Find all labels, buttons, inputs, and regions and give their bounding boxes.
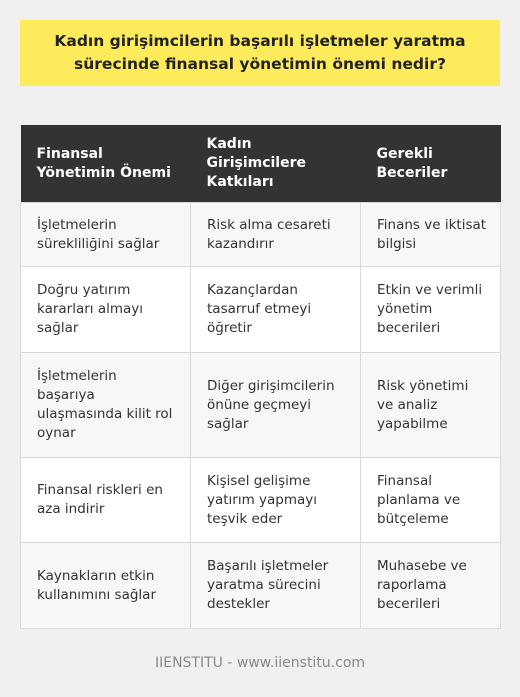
table-row — [21, 267, 501, 353]
table-cell: İşletmelerin başarıya ulaşmasında kilit rol oynar — [21, 353, 191, 458]
table-cell: İşletmelerin sürekliliğini sağlar — [21, 203, 191, 267]
page-title: Kadın girişimcilerin başarılı işletmeler yaratma sürecinde finansal yönetimin önemi nedir? — [54, 32, 466, 73]
column-header: Kadın Girişimcilere Katkıları — [191, 125, 361, 203]
column-header: Finansal Yönetimin Önemi — [21, 125, 191, 203]
table-cell: Başarılı işletmeler yaratma sürecini destekler — [191, 543, 361, 629]
table-cell: Risk alma cesareti kazandırır — [191, 203, 361, 267]
table-cell: Doğru yatırım kararları almayı sağlar — [21, 267, 191, 353]
table-row — [21, 353, 501, 458]
table-cell: Diğer girişimcilerin önüne geçmeyi sağlar — [191, 353, 361, 458]
title-banner — [20, 20, 500, 86]
table-row — [21, 458, 501, 543]
table-header-row — [21, 125, 501, 203]
column-header: Gerekli Beceriler — [361, 125, 501, 203]
table-cell: Risk yönetimi ve analiz yapabilme — [361, 353, 501, 458]
table-cell: Muhasebe ve raporlama becerileri — [361, 543, 501, 629]
info-table — [20, 125, 501, 629]
table-cell: Finans ve iktisat bilgisi — [361, 203, 501, 267]
table-cell: Finansal planlama ve bütçeleme — [361, 458, 501, 543]
table-cell: Kazançlardan tasarruf etmeyi öğretir — [191, 267, 361, 353]
table-cell: Finansal riskleri en aza indirir — [21, 458, 191, 543]
table-cell: Kaynakların etkin kullanımını sağlar — [21, 543, 191, 629]
footer-credit: IIENSTITU - www.iienstitu.com — [154, 655, 366, 671]
table-row — [21, 543, 501, 629]
table-row — [21, 203, 501, 267]
table-cell: Kişisel gelişime yatırım yapmayı teşvik eder — [191, 458, 361, 543]
table-cell: Etkin ve verimli yönetim becerileri — [361, 267, 501, 353]
